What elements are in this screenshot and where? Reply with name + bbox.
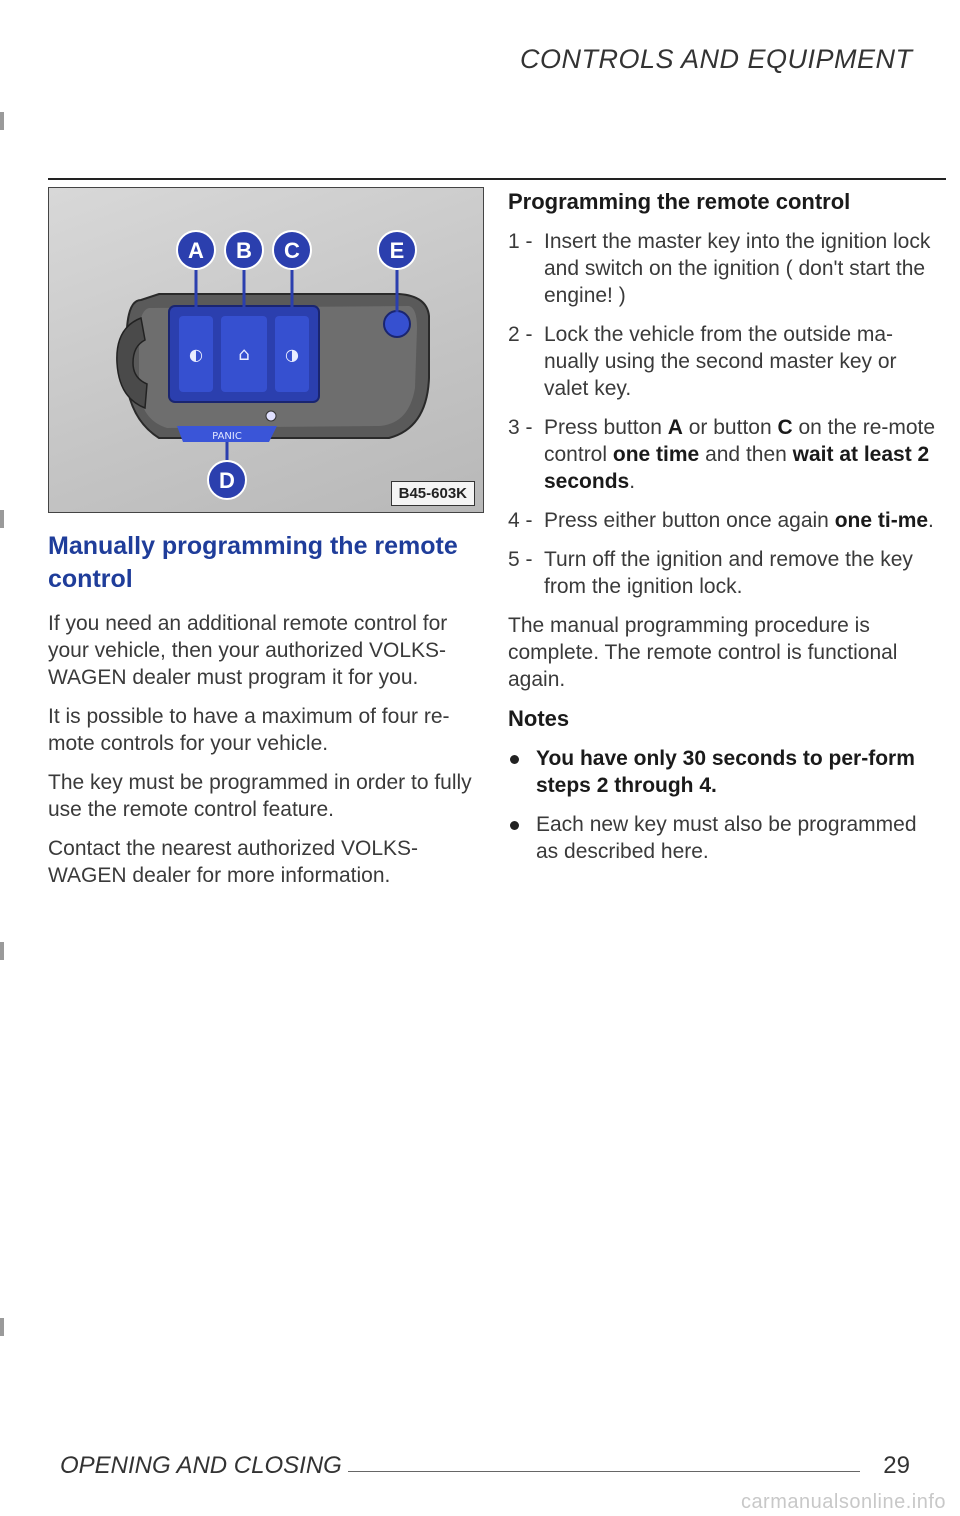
step-text: Insert the master key into the ignition lock and switch on the ignition ( don't start the engine! ) bbox=[544, 230, 931, 307]
callout-b: B bbox=[236, 238, 252, 263]
callout-d: D bbox=[219, 468, 235, 493]
notes-title: Notes bbox=[508, 706, 570, 731]
list-item bbox=[508, 321, 942, 402]
right-column bbox=[508, 188, 942, 877]
paragraph: If you need an additional remote control for your vehicle, then your authorized VOLKS-WAGEN dealer must program it for you. bbox=[48, 612, 448, 689]
list-item bbox=[508, 507, 942, 534]
margin-mark bbox=[0, 510, 4, 528]
callout-c: C bbox=[284, 238, 300, 263]
step-number: 2 - bbox=[508, 323, 533, 346]
page-number: 29 bbox=[883, 1452, 910, 1479]
step-number: 1 - bbox=[508, 230, 533, 253]
notes-list bbox=[508, 745, 942, 865]
svg-text:◐: ◐ bbox=[189, 345, 203, 364]
step-text: Turn off the ignition and remove the key from the ignition lock. bbox=[544, 548, 913, 598]
step-text: Press button A or button C on the re-mote control one time and then wait at least 2 seconds. bbox=[544, 416, 936, 493]
list-item: You have only 30 seconds to per-form steps 2 through 4. bbox=[508, 745, 942, 799]
margin-mark bbox=[0, 942, 4, 960]
remote-key-figure bbox=[48, 187, 484, 513]
section-title-programming: Programming the remote control bbox=[508, 189, 851, 214]
list-item bbox=[508, 414, 942, 495]
step-number: 3 - bbox=[508, 416, 533, 439]
panic-label: PANIC bbox=[212, 431, 242, 442]
footer-section: OPENING AND CLOSING bbox=[60, 1452, 348, 1480]
svg-text:◑: ◑ bbox=[285, 345, 299, 364]
section-title-manual: Manually programming the remote control bbox=[48, 532, 458, 593]
svg-text:⌂: ⌂ bbox=[238, 344, 250, 365]
steps-list bbox=[508, 228, 942, 600]
step-number: 4 - bbox=[508, 509, 533, 532]
step-number: 5 - bbox=[508, 548, 533, 571]
step-text: Press either button once again one ti-me. bbox=[544, 509, 934, 532]
watermark: carmanualsonline.info bbox=[740, 1491, 946, 1513]
list-item bbox=[508, 228, 942, 309]
paragraph: Contact the nearest authorized VOLKS-WAGEN dealer for more information. bbox=[48, 837, 419, 887]
margin-mark bbox=[0, 112, 4, 130]
figure-code: B45-603K bbox=[391, 481, 475, 506]
step-text: Lock the vehicle from the outside ma-nually using the second master key or valet key. bbox=[544, 323, 897, 400]
running-header: CONTROLS AND EQUIPMENT bbox=[520, 44, 913, 74]
remote-key-illustration bbox=[49, 188, 484, 513]
paragraph: The key must be programmed in order to fully use the remote control feature. bbox=[48, 771, 472, 821]
summary-paragraph: The manual programming procedure is complete. The remote control is functional again. bbox=[508, 614, 898, 691]
paragraph: It is possible to have a maximum of four re-mote controls for your vehicle. bbox=[48, 705, 450, 755]
page-footer bbox=[60, 1452, 910, 1492]
left-column bbox=[48, 530, 486, 901]
header-rule bbox=[48, 178, 946, 180]
margin-mark bbox=[0, 1318, 4, 1336]
list-item: Each new key must also be programmed as described here. bbox=[508, 811, 942, 865]
callout-e: E bbox=[389, 238, 405, 263]
callout-a: A bbox=[188, 238, 204, 263]
list-item bbox=[508, 546, 942, 600]
